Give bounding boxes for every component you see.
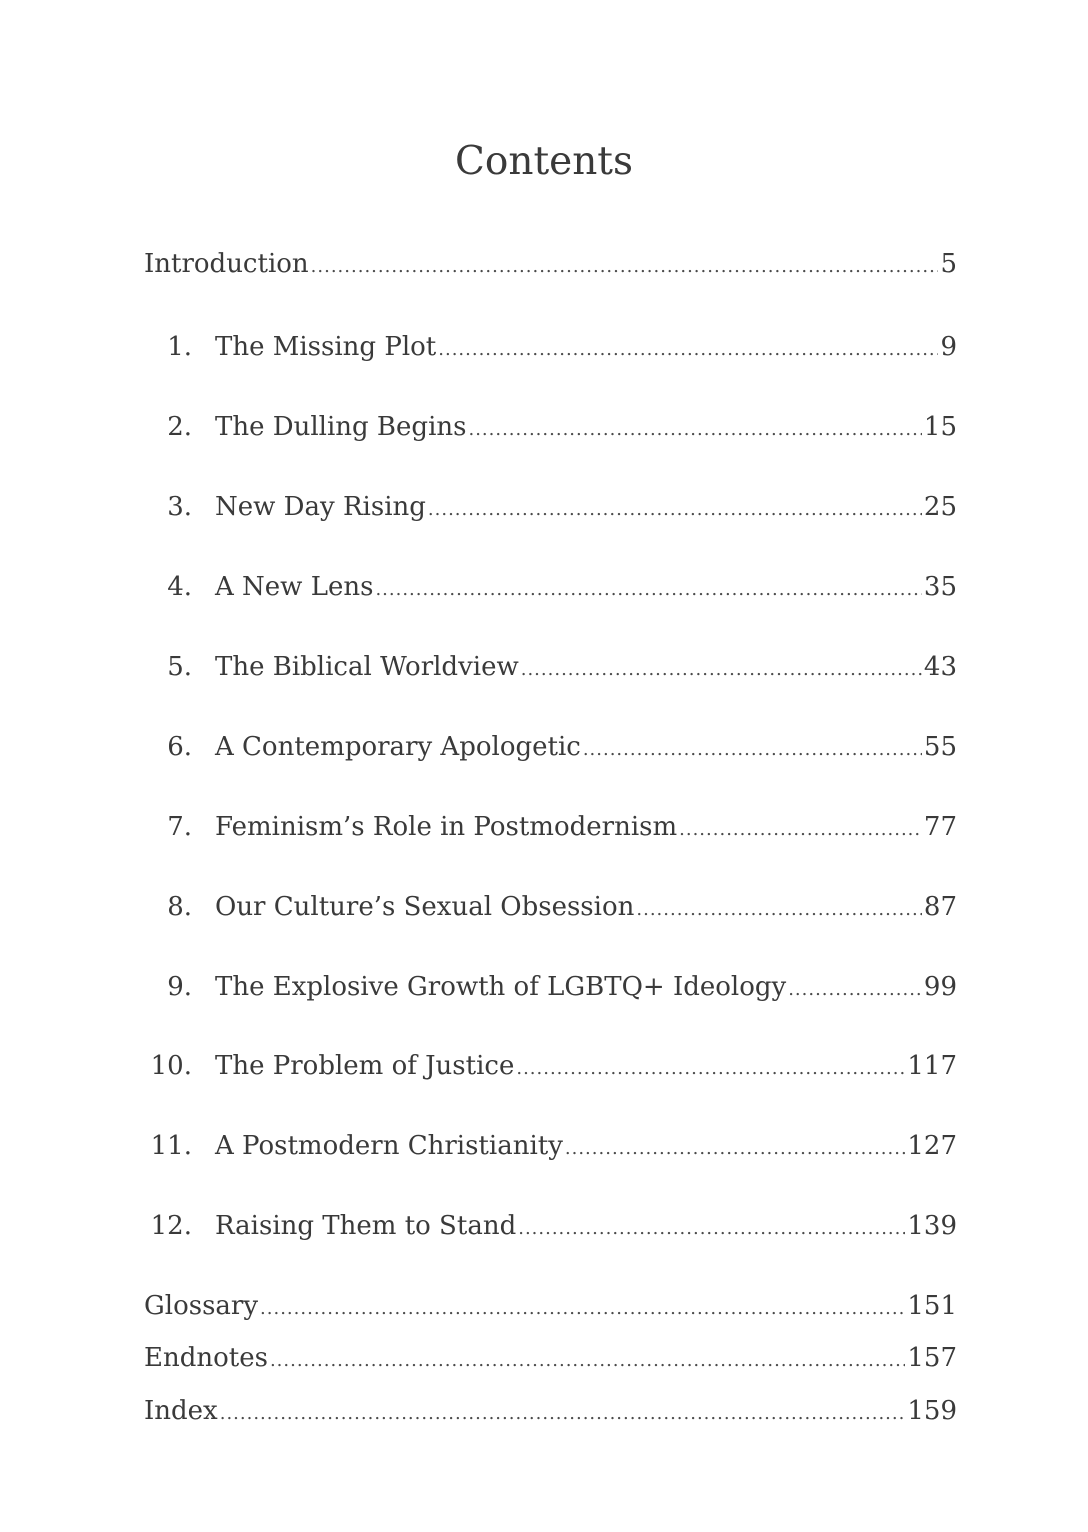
chapter-number: 2. <box>167 412 192 442</box>
chapter-number: 9. <box>167 972 192 1002</box>
toc-entry-page: 35 <box>923 572 957 602</box>
toc-entry-page: 5 <box>940 249 957 279</box>
toc-entry-chapter-6[interactable] <box>144 729 957 765</box>
toc-entry-label: Our Culture’s Sexual Obsession <box>215 892 635 922</box>
toc-entry-label: The Problem of Justice <box>215 1051 515 1081</box>
chapter-number: 6. <box>167 732 192 762</box>
toc-entry-chapter-12[interactable] <box>144 1208 957 1244</box>
toc-entry-chapter-7[interactable] <box>144 809 957 845</box>
dot-leader <box>311 249 939 282</box>
toc-entry-chapter-9[interactable] <box>144 969 957 1005</box>
toc-entry-page: 139 <box>907 1211 957 1241</box>
dot-leader <box>636 892 922 925</box>
chapter-number: 8. <box>167 892 192 922</box>
toc-entry-label: Index <box>144 1396 218 1426</box>
dot-leader <box>270 1343 905 1376</box>
toc-entry-page: 159 <box>907 1396 957 1426</box>
toc-entry-page: 25 <box>923 492 957 522</box>
toc-entry-page: 127 <box>907 1131 957 1161</box>
toc-entry-page: 9 <box>940 332 957 362</box>
toc-entry-label: Raising Them to Stand <box>215 1211 517 1241</box>
toc-entry-label: The Explosive Growth of LGBTQ+ Ideology <box>215 972 787 1002</box>
dot-leader <box>375 572 921 605</box>
toc-entry-label: A Postmodern Christianity <box>215 1131 563 1161</box>
toc-entry-chapter-11[interactable] <box>144 1128 957 1164</box>
toc-entry-chapter-5[interactable] <box>144 649 957 685</box>
toc-entry-label: The Dulling Begins <box>215 412 467 442</box>
toc-entry-chapter-3[interactable] <box>144 489 957 525</box>
dot-leader <box>518 1211 905 1244</box>
toc-entry-page: 151 <box>907 1291 957 1321</box>
chapter-number: 7. <box>167 812 192 842</box>
chapter-number: 4. <box>167 572 192 602</box>
toc-entry-label: The Missing Plot <box>215 332 437 362</box>
dot-leader <box>565 1131 905 1164</box>
toc-entry-page: 87 <box>923 892 957 922</box>
toc-entry-label: Introduction <box>144 249 309 279</box>
toc-entry-label: Endnotes <box>144 1343 268 1373</box>
dot-leader <box>428 492 922 525</box>
dot-leader <box>521 652 922 685</box>
toc-entry-chapter-1[interactable] <box>144 329 957 365</box>
toc-entry-label: Glossary <box>144 1291 259 1321</box>
chapter-number: 5. <box>167 652 192 682</box>
toc-entry-page: 15 <box>923 412 957 442</box>
toc-entry-label: A Contemporary Apologetic <box>215 732 581 762</box>
dot-leader <box>260 1291 905 1324</box>
dot-leader <box>468 412 921 445</box>
toc-entry-chapter-8[interactable] <box>144 889 957 925</box>
toc-entry-label: Feminism’s Role in Postmodernism <box>215 812 678 842</box>
toc-entry-label: New Day Rising <box>215 492 426 522</box>
dot-leader <box>220 1396 906 1429</box>
toc-entry-index[interactable] <box>144 1393 957 1429</box>
toc-entry-page: 55 <box>923 732 957 762</box>
toc-entry-page: 77 <box>923 812 957 842</box>
chapter-number: 11. <box>150 1131 192 1161</box>
toc-entry-page: 117 <box>907 1051 957 1081</box>
dot-leader <box>516 1051 905 1084</box>
toc-entry-glossary[interactable] <box>144 1288 957 1324</box>
chapter-number: 12. <box>150 1211 192 1241</box>
dot-leader <box>583 732 922 765</box>
toc-entry-page: 43 <box>923 652 957 682</box>
chapter-number: 1. <box>167 332 192 362</box>
page-title: Contents <box>455 139 633 184</box>
chapter-number: 10. <box>150 1051 192 1081</box>
dot-leader <box>438 332 938 365</box>
toc-entry-page: 99 <box>923 972 957 1002</box>
toc-entry-chapter-2[interactable] <box>144 409 957 445</box>
chapter-number: 3. <box>167 492 192 522</box>
toc-entry-page: 157 <box>907 1343 957 1373</box>
toc-entry-endnotes[interactable] <box>144 1340 957 1376</box>
dot-leader <box>679 812 922 845</box>
dot-leader <box>788 972 922 1005</box>
toc-entry-chapter-4[interactable] <box>144 569 957 605</box>
toc-entry-label: The Biblical Worldview <box>215 652 519 682</box>
toc-entry-label: A New Lens <box>215 572 374 602</box>
toc-entry-introduction[interactable] <box>144 246 957 282</box>
toc-entry-chapter-10[interactable] <box>144 1048 957 1084</box>
